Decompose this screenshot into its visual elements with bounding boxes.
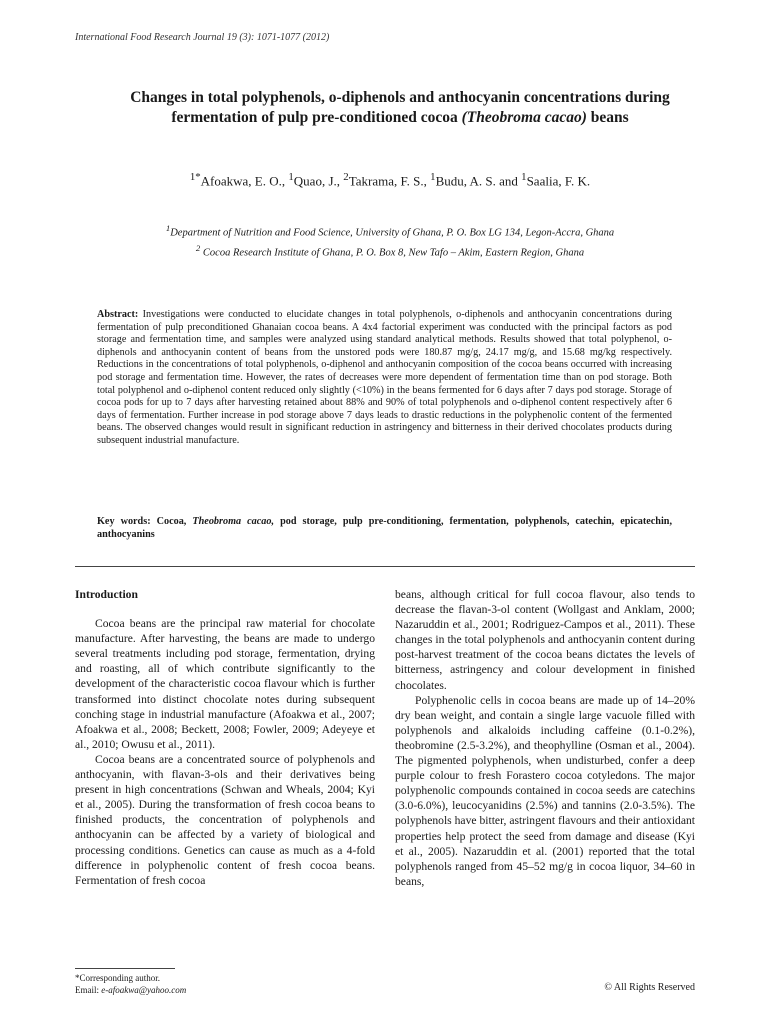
author-name: Budu, A. S. and: [435, 173, 522, 189]
author-sup: 1: [288, 171, 294, 183]
affiliation-1: [150, 221, 630, 241]
author-sup: 2: [343, 171, 349, 183]
column-left: [75, 587, 375, 888]
copyright: © All Rights Reserved: [604, 982, 695, 993]
author-sup: 1: [430, 171, 436, 183]
affil-text: Department of Nutrition and Food Science, University of Ghana, P. O. Box LG 134, Legon-Accra, Ghana: [170, 227, 615, 239]
email-link[interactable]: e-afoakwa@yahoo.com: [101, 985, 187, 995]
keywords-part: pod storage, pulp pre-conditioning, fermentation, polyphenols, catechin, epicatechin, anthocyanins: [97, 516, 672, 540]
affil-text: Cocoa Research Institute of Ghana, P. O. Box 8, New Tafo – Akim, Eastern Region, Ghana: [200, 247, 585, 258]
section-heading: Introduction: [75, 588, 138, 601]
affil-sup: 2: [195, 242, 201, 253]
title-tail: beans: [586, 109, 629, 126]
author-name: Quao, J.,: [293, 173, 344, 189]
journal-citation: International Food Research Journal 19 (3): 1071-1077 (2012): [75, 32, 330, 43]
email-label: Email:: [75, 985, 102, 995]
keywords-species: Theobroma cacao,: [192, 516, 275, 527]
title-text: Changes in total polyphenols, o-diphenols and anthocyanin concentrations during fermentation of pulp pre-conditioned cocoa: [130, 89, 670, 126]
keywords: [97, 515, 672, 541]
affiliation-2: [150, 241, 630, 261]
affil-sup: 1: [165, 223, 171, 233]
footnote-divider: [75, 968, 175, 969]
paragraph: beans, although critical for full cocoa flavour, also tends to decrease the flavan-3-ol content (Wollgast and Anklam, 2000; Nazaruddin et al., 2001; Rodriguez-Campos et al., 2011). These changes in the total polyphenols and anthocyanin content during post-harvest treatment of the cocoa beans dictates the levels of bitterness, astringency and colour development in finished chocolates.: [395, 588, 695, 692]
author-sup: 1: [521, 171, 527, 183]
keywords-part: Cocoa,: [150, 516, 193, 527]
footnote: [75, 972, 186, 996]
author-list: [150, 168, 630, 190]
paragraph: Cocoa beans are a concentrated source of polyphenols and anthocyanin, with flavan-3-ols and their derivatives being present in high concentrations (Schwan and Wheals, 2004; Kyi et al., 2005). During the transformation of fresh cocoa beans to finished products, the concentration of polyphenols and anthocyanin can be affected by a variety of biological and processing conditions. Genetics can cause as much as a 4-fold difference in polyphenolic content of fresh cocoa beans. Fermentation of fresh cocoa: [75, 752, 375, 887]
paragraph: Polyphenolic cells in cocoa beans are made up of 14–20% dry bean weight, and contain a single large vacuole filled with polyphenols and alkaloids including caffeine (0.1-0.2%), theobromine (2.5-3.2%), and theophylline (Osman et al., 2004). The pigmented polyphenols, when undisturbed, confer a deep purple colour to fresh Forastero cocoa cotyledons. The major polyphenolic compounds contained in cocoa seeds are catechins (3.0-6.0%), leucocyanidins (2.5%) and tannins (2.0-3.5%). The polyphenols have bitter, astringent flavours and their antioxidant properties help protect the seed from damage and disease (Kyi et al., 2005). Nazaruddin et al. (2001) reported that the total polyphenols ranged from 45–52 mg/g in cocoa liquor, 34–60 in beans,: [395, 693, 695, 888]
title-species: (Theobroma cacao): [461, 109, 587, 126]
affiliations: [150, 221, 630, 260]
author-sup: 1*: [189, 171, 201, 183]
abstract: [97, 309, 672, 448]
corresponding-author: *Corresponding author.: [75, 973, 160, 983]
keywords-label: Key words:: [97, 516, 151, 527]
email-line: [75, 984, 186, 996]
column-right: [395, 587, 695, 889]
paragraph: Cocoa beans are the principal raw material for chocolate manufacture. After harvesting, the beans are made to undergo several treatments including pod storage, fermentation, drying and roasting, all of which contribute significantly to the development of the characteristic cocoa flavour which is further transformed into distinct chocolate notes during subsequent conching stage in industrial manufacture (Afoakwa et al., 2007; Afoakwa et al., 2008; Beckett, 2008; Fowler, 2009; Adeyeye et al., 2010; Owusu et al., 2011).: [75, 617, 375, 751]
author-name: Saalia, F. K.: [526, 173, 591, 189]
abstract-text: Investigations were conducted to elucidate changes in total polyphenols, o-diphenols and anthocyanin concentrations during fermentation of pulp preconditioned Ghanaian cocoa beans. A 4x4 factorial experiment was conducted with the principal factors as pod storage and fermentation time, and samples were analyzed using standard analytical methods. Results showed that total polyphenol, o-diphenols and anthocyanin content of beans from the unstored pods were 180.87 mg/g, 24.17 mg/g, and 15.68 mg/kg respectively. Reductions in the concentrations of total polyphenols, o-diphenol and anthocyanin composition of the cocoa beans occurred with increasing pod storage and fermentation time. However, the rates of decreases were more dependent of fermentation time than on pod storage. Both total polyphenol and o-diphenol content reduced only slightly (<10%) in the beans fermented for 6 days after 7 days pod storage. Storage of cocoa pods for up to 7 days after harvesting retained about 88% and 90% of total polyphenols and o-diphenol content respectively after 6 days of fermentation. Further increase in pod storage above 7 days leads to drastic reductions in the polyphenolic content of the fermented beans. The observed changes would result in significant reduction in astringency and bitterness in their derived chocolates products during subsequent industrial manufacture.: [97, 309, 672, 446]
abstract-label: Abstract:: [97, 309, 139, 320]
paper-title: [110, 88, 690, 128]
author-name: Afoakwa, E. O.,: [200, 173, 289, 189]
author-name: Takrama, F. S.,: [348, 173, 431, 189]
section-divider: [75, 566, 695, 567]
